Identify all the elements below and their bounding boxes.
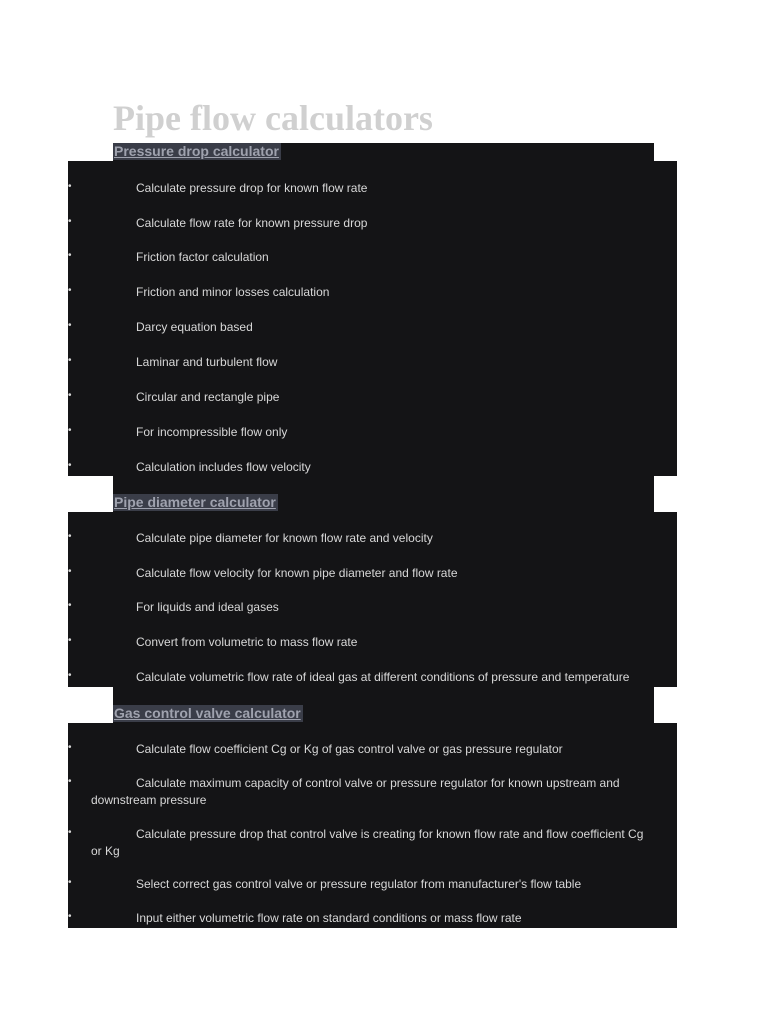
list-item-text: Calculate pipe diameter for known flow rate and velocity — [136, 531, 433, 545]
list-item-text: Friction factor calculation — [136, 250, 269, 264]
gas-control-valve-feature-list — [68, 723, 677, 928]
list-item-text: Calculate flow coefficient Cg or Kg of gas control valve or gas pressure regulator — [136, 742, 563, 756]
bullet-icon: • — [68, 285, 72, 296]
list-item-text: For liquids and ideal gases — [136, 600, 279, 614]
list-item — [68, 215, 677, 232]
list-item — [68, 249, 677, 266]
list-item — [68, 424, 677, 441]
list-item — [68, 876, 677, 893]
pipe-diameter-calculator-link[interactable]: Pipe diameter calculator — [114, 494, 276, 510]
list-item-text: Calculate volumetric flow rate of ideal gas at different conditions of pressure and temperature — [136, 670, 630, 684]
pressure-drop-calculator-link[interactable]: Pressure drop calculator — [114, 143, 279, 159]
list-item — [68, 634, 677, 651]
pipe-diameter-feature-list — [68, 512, 677, 687]
list-item-text: Select correct gas control valve or pressure regulator from manufacturer's flow table — [136, 877, 582, 891]
list-item-text: Convert from volumetric to mass flow rate — [136, 635, 358, 649]
bullet-icon: • — [68, 911, 72, 922]
bullet-icon: • — [68, 181, 72, 192]
list-item — [68, 389, 677, 406]
bullet-icon: • — [68, 320, 72, 331]
list-item — [68, 826, 677, 860]
bullet-icon: • — [68, 566, 72, 577]
list-item-text: Calculate maximum capacity of control valve or pressure regulator for known upstream and downstream pressure — [91, 776, 620, 807]
list-item — [68, 599, 677, 616]
bullet-icon: • — [68, 827, 72, 838]
list-item-text: Calculate pressure drop that control valve is creating for known flow rate and flow coefficient Cg or Kg — [91, 827, 644, 858]
list-item — [68, 741, 677, 758]
bullet-icon: • — [68, 635, 72, 646]
list-item-text: Calculation includes flow velocity — [136, 460, 311, 474]
list-item-text: Darcy equation based — [136, 320, 253, 334]
list-item — [68, 319, 677, 336]
list-item-text: Laminar and turbulent flow — [136, 355, 278, 369]
list-item — [68, 354, 677, 371]
pressure-drop-feature-list — [68, 161, 677, 476]
section-heading-bar — [113, 476, 654, 512]
list-item — [68, 530, 677, 547]
bullet-icon: • — [68, 531, 72, 542]
list-item-text: Circular and rectangle pipe — [136, 390, 280, 404]
bullet-icon: • — [68, 250, 72, 261]
gas-control-valve-calculator-link[interactable]: Gas control valve calculator — [114, 705, 301, 721]
list-item — [68, 910, 677, 927]
bullet-icon: • — [68, 670, 72, 681]
list-item-text: Friction and minor losses calculation — [136, 285, 330, 299]
list-item — [68, 284, 677, 301]
section-heading-bar — [113, 143, 654, 161]
list-item-text: Calculate flow velocity for known pipe diameter and flow rate — [136, 566, 458, 580]
bullet-icon: • — [68, 425, 72, 436]
section-heading-bar — [113, 687, 654, 723]
bullet-icon: • — [68, 877, 72, 888]
list-item — [68, 180, 677, 197]
bullet-icon: • — [68, 216, 72, 227]
list-item-text: Input either volumetric flow rate on standard conditions or mass flow rate — [136, 911, 522, 925]
bullet-icon: • — [68, 460, 72, 471]
bullet-icon: • — [68, 355, 72, 366]
bullet-icon: • — [68, 742, 72, 753]
list-item-text: Calculate pressure drop for known flow rate — [136, 181, 368, 195]
list-item — [68, 669, 677, 686]
list-item — [68, 459, 677, 476]
list-item — [68, 775, 677, 809]
list-item-text: For incompressible flow only — [136, 425, 288, 439]
bullet-icon: • — [68, 600, 72, 611]
page-title: Pipe flow calculators — [113, 98, 433, 138]
list-item-text: Calculate flow rate for known pressure drop — [136, 216, 368, 230]
bullet-icon: • — [68, 390, 72, 401]
bullet-icon: • — [68, 776, 72, 787]
list-item — [68, 565, 677, 582]
